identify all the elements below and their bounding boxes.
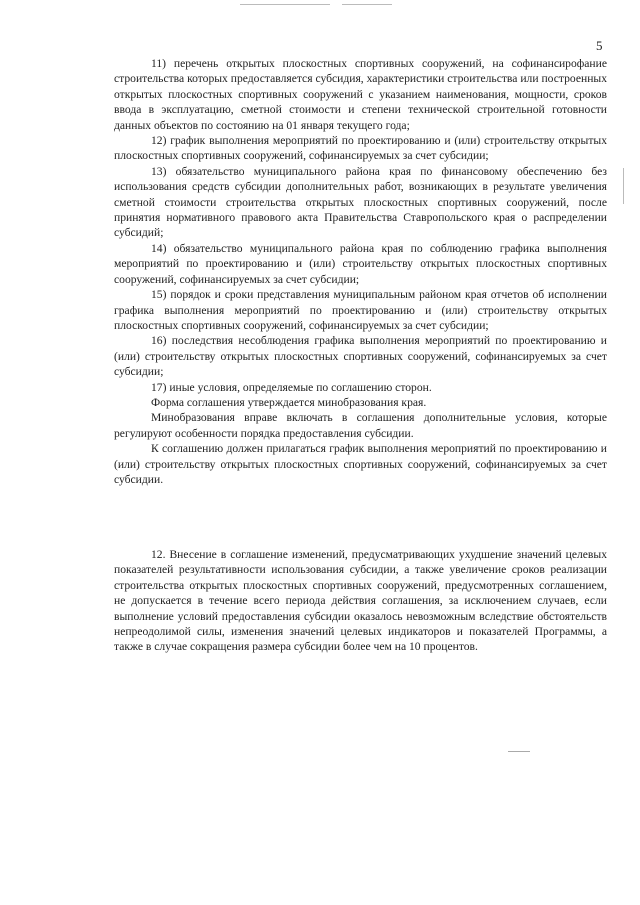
paragraph-schedule-attachment: К соглашению должен прилагаться график выполнения мероприятий по проектированию и (или) строительству открытых плоскостных спортивных сооружений, софинансируемых за счет субсидии. xyxy=(114,442,607,486)
document-body xyxy=(114,56,607,487)
page-number: 5 xyxy=(596,38,603,53)
paragraph-item-16: 16) последствия несоблюдения графика выполнения мероприятий по проектированию и (или) строительству открытых плоскостных спортивных сооружений, софинансируемых за счет субсидии; xyxy=(114,334,607,379)
scan-artifact-line xyxy=(508,751,530,752)
section-12 xyxy=(114,547,607,655)
paragraph-item-12: 12) график выполнения мероприятий по проектированию и (или) строительству открытых плоскостных спортивных сооружений, софинансируемых за счет субсидии; xyxy=(114,134,607,163)
paragraph-item-13: 13) обязательство муниципального района края по финансовому обеспечению без использования средств субсидии дополнительных работ, возникающих в результате увеличения сметной стоимости строительства открытых плоскостных спортивных сооружений, после принятия нормативного правового акта Правительства Ставропольского края о распределении субсидий; xyxy=(114,164,607,240)
paragraph-additional-conditions: Минобразования вправе включать в соглашения дополнительные условия, которые регулируют особенности порядка предоставления субсидии. xyxy=(114,411,607,440)
section-12-text: 12. Внесение в соглашение изменений, предусматривающих ухудшение значений целевых показателей результативности использования субсидии, а также увеличение сроков реализации строительства открытых плоскостных спортивных сооружений, предусмотренных соглашением, не допускается в течение всего периода действия соглашения, за исключением случаев, если выполнение условий предоставления субсидии оказалось невозможным вследствие обстоятельств непреодолимой силы, изменения значений целевых индикаторов и показателей Программы, а также в случае сокращения размера субсидии более чем на 10 процентов. xyxy=(114,548,607,654)
paragraph-agreement-form: Форма соглашения утверждается минобразования края. xyxy=(151,395,427,409)
paragraph-item-11: 11) перечень открытых плоскостных спортивных сооружений, на софинансирофание строительства которых предоставляется субсидия, характеристики строительства или построенных открытых плоскостных спортивных сооружений с указанием наименования, мощности, сроков ввода в эксплуатацию, сметной стоимости и степени технической строительной готовности данных объектов по состоянию на 01 января текущего года; xyxy=(114,57,607,132)
paragraph-item-17: 17) иные условия, определяемые по соглашению сторон. xyxy=(151,380,432,394)
paragraph-item-14: 14) обязательство муниципального района края по соблюдению графика выполнения мероприятий по проектированию и (или) строительству открытых плоскостных спортивных сооружений, софинансируемых за счет субсидии; xyxy=(114,241,607,286)
paragraph-item-15: 15) порядок и сроки представления муниципальным районом края отчетов об исполнении графика выполнения мероприятий по проектированию и (или) строительству открытых плоскостных спортивных сооружений, софинансируемых за счет субсидии; xyxy=(114,288,607,332)
scan-artifact-line xyxy=(240,4,330,5)
scan-artifact-line xyxy=(623,168,624,204)
scan-artifact-line xyxy=(342,4,392,5)
